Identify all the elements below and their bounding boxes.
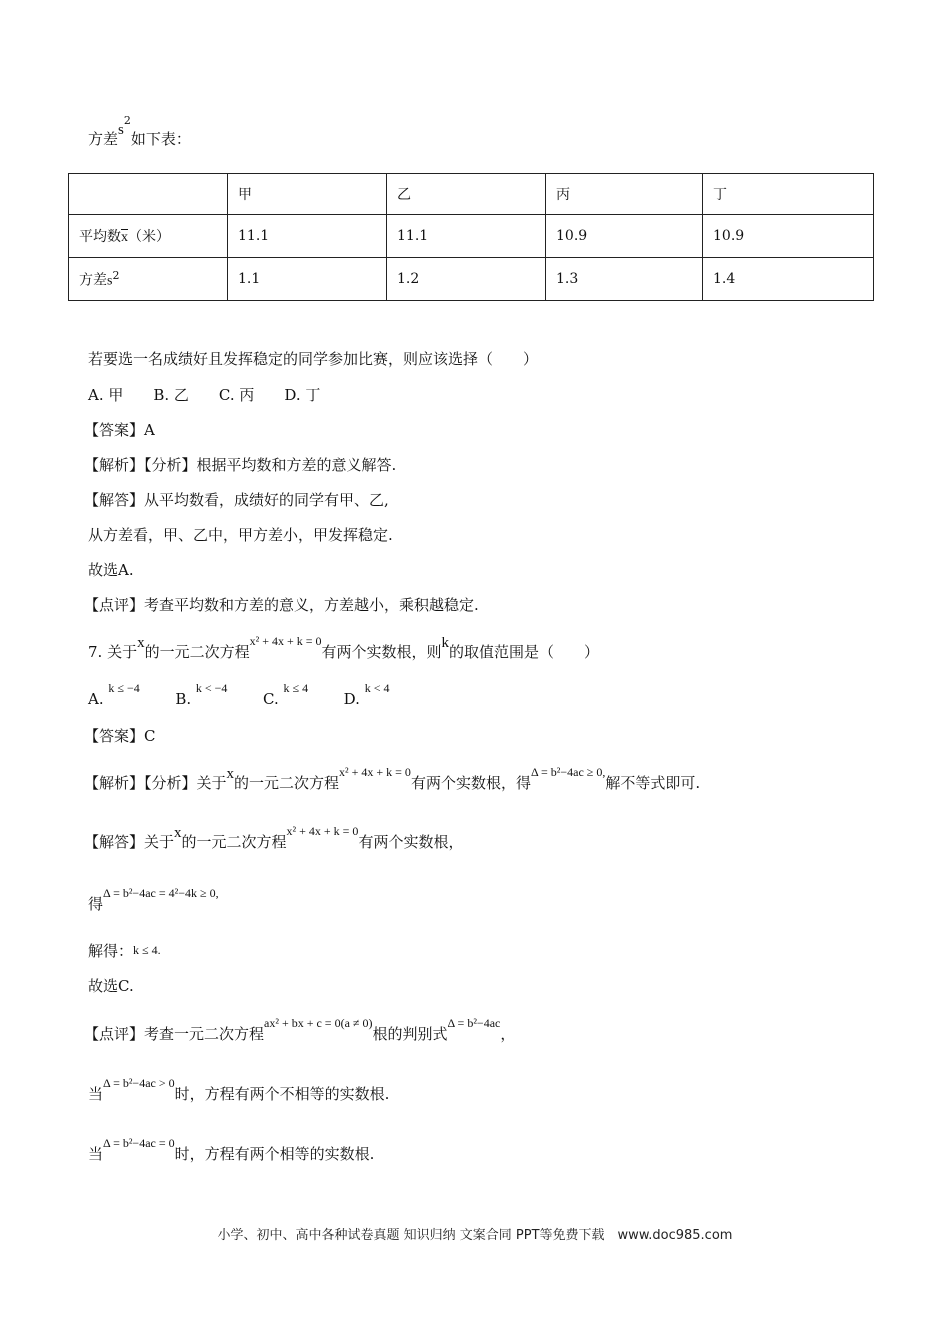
- q6-choose: 故选A.: [88, 561, 134, 579]
- table-cell: 1.4: [703, 258, 874, 301]
- q6-solution-1: 【解答】从平均数看，成绩好的同学有甲、乙,: [84, 491, 389, 509]
- table-header-row: [69, 174, 874, 215]
- table-cell: 10.9: [703, 215, 874, 258]
- table-row: [69, 215, 874, 258]
- q6-solution-2: 从方差看，甲、乙中，甲方差小，甲发挥稳定.: [88, 526, 393, 544]
- q6-analysis: 【解析】【分析】根据平均数和方差的意义解答.: [84, 456, 397, 474]
- q6-options: A. 甲 B. 乙 C. 丙 D. 丁: [88, 386, 321, 404]
- table-header-cell: [69, 174, 228, 215]
- q6-comment: 【点评】考查平均数和方差的意义，方差越小，乘积越稳定.: [84, 596, 479, 614]
- table-cell: 11.1: [387, 215, 546, 258]
- intro-tail: 如下表：: [130, 130, 191, 148]
- page-footer: 小学、初中、高中各种试卷真题 知识归纳 文案合同 PPT等免费下载 www.doc985.com: [217, 1228, 733, 1243]
- table-cell: 1.3: [546, 258, 703, 301]
- intro-text: 方差: [88, 130, 119, 148]
- table-header-cell: 丁: [703, 174, 874, 215]
- q7-solution: 【解答】关于x的一元二次方程$^{x^2 + 4x + k = 0}$有两个实数根，: [84, 824, 464, 851]
- q6-question: 若要选一名成绩好且发挥稳定的同学参加比赛，则应该选择（ ）: [88, 350, 539, 368]
- q7-question: 7. 关于x的一元二次方程$^{x^2 + 4x + k = 0}$有两个实数根，则k的取值范围是（ ）: [88, 634, 600, 661]
- intro-var: s: [118, 122, 124, 138]
- stats-table: [68, 173, 874, 301]
- table-cell: 10.9: [546, 215, 703, 258]
- q6-answer: 【答案】A: [84, 421, 155, 439]
- row-label-mean: 平均数$\overline{x}$（米）: [69, 215, 228, 258]
- q7-analysis: 【解析】【分析】关于x的一元二次方程$^{x^2 + 4x + k = 0}$有两个实数根，得$^{\Delta = b^2-4ac \ge 0,}$解不等式即可.: [84, 765, 701, 792]
- q7-answer: 【答案】C: [84, 727, 156, 745]
- row-label-variance: 方差$s^2$: [69, 258, 228, 301]
- table-header-cell: 乙: [387, 174, 546, 215]
- table-cell: 1.1: [228, 258, 387, 301]
- q7-case-1: 当$^{\Delta = b^2-4ac > 0}$时，方程有两个不相等的实数根.: [88, 1076, 390, 1103]
- q7-choose: 故选C.: [88, 977, 134, 995]
- q7-case-2: 当$^{\Delta = b^2-4ac = 0}$时，方程有两个相等的实数根.: [88, 1136, 375, 1163]
- q7-jiede: 解得：k ≤ 4.: [88, 942, 161, 960]
- table-row: [69, 258, 874, 301]
- q7-comment: 【点评】考查一元二次方程$^{ax^2 + bx + c = 0(a \ne 0)}$根的判别式$^{\Delta = b^2-4ac}$，: [84, 1016, 516, 1043]
- intro-line: [88, 114, 191, 149]
- table-cell: 11.1: [228, 215, 387, 258]
- q7-de: 得$^{\Delta = b^2-4ac = 4^2-4k \ge 0,}$: [88, 886, 219, 913]
- intro-sup: 2: [123, 114, 131, 127]
- table-cell: 1.2: [387, 258, 546, 301]
- table-header-cell: 丙: [546, 174, 703, 215]
- table-header-cell: 甲: [228, 174, 387, 215]
- q7-options: A. $^{k \le -4}$ B. $^{k < -4}$ C. $^{k \le 4}$ D. $^{k < 4}$: [88, 681, 390, 708]
